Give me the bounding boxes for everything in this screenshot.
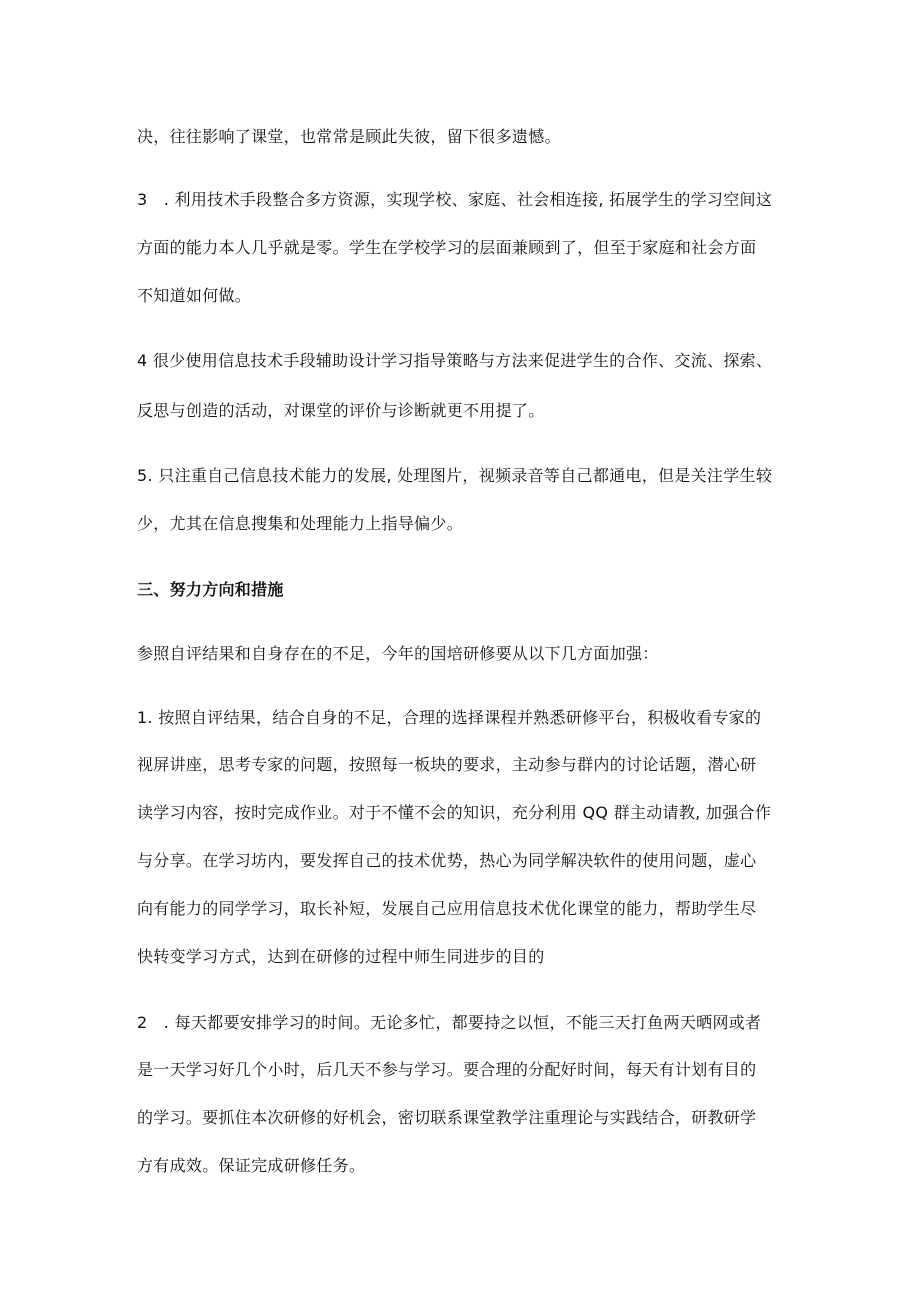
- paragraph-3-line-2: 反思与创造的活动，对课堂的评价与诊断就更不用提了。: [137, 401, 545, 420]
- section-intro: 参照自评结果和自身存在的不足，今年的国培研修要从以下几方面加强：: [137, 644, 659, 663]
- item-1-line-1: 1. 按照自评结果，结合自身的不足，合理的选择课程并熟悉研修平台，积极收看专家的: [137, 708, 762, 727]
- paragraph-2-line-1: 3 . 利用技术手段整合多方资源，实现学校、家庭、社会相连接, 拓展学生的学习空间这: [137, 190, 773, 209]
- item-1-line-3: 读学习内容，按时完成作业。对于不懂不会的知识，充分利用 QQ 群主动请教, 加强合作: [137, 803, 772, 822]
- paragraph-4-line-1: 5. 只注重自己信息技术能力的发展, 处理图片，视频录音等自己都通电，但是关注学生较: [137, 466, 773, 485]
- item-1-line-4: 与分享。在学习坊内，要发挥自己的技术优势，热心为同学解决软件的使用问题，虚心: [137, 851, 757, 870]
- item-1-line-5: 向有能力的同学学习，取长补短，发展自己应用信息技术优化课堂的能力，帮助学生尽: [137, 899, 757, 918]
- item-2-line-1: 2 . 每天都要安排学习的时间。无论多忙，都要持之以恒，不能三天打鱼两天晒网或者: [137, 1013, 762, 1032]
- item-1-line-6: 快转变学习方式，达到在研修的过程中师生同进步的目的: [137, 947, 545, 966]
- section-heading: 三、努力方向和措施: [137, 580, 284, 599]
- item-1-line-2: 视屏讲座，思考专家的问题，按照每一板块的要求，主动参与群内的讨论话题，潜心研: [137, 755, 757, 774]
- item-2-line-4: 方有成效。保证完成研修任务。: [137, 1156, 366, 1175]
- item-2-line-3: 的学习。要抓住本次研修的好机会，密切联系课堂教学注重理论与实践结合，研教研学: [137, 1108, 757, 1127]
- paragraph-4-line-2: 少，尤其在信息搜集和处理能力上指导偏少。: [137, 514, 464, 533]
- paragraph-2-line-3: 不知道如何做。: [137, 286, 252, 305]
- item-2-line-2: 是一天学习好几个小时，后几天不参与学习。要合理的分配好时间，每天有计划有目的: [137, 1060, 757, 1079]
- paragraph-3-line-1: 4 很少使用信息技术手段辅助设计学习指导策略与方法来促进学生的合作、交流、探索、: [137, 351, 773, 370]
- paragraph-1-line-1: 决，往往影响了课堂，也常常是顾此失彼，留下很多遗憾。: [137, 127, 561, 146]
- paragraph-2-line-2: 方面的能力本人几乎就是零。学生在学校学习的层面兼顾到了，但至于家庭和社会方面: [137, 238, 757, 257]
